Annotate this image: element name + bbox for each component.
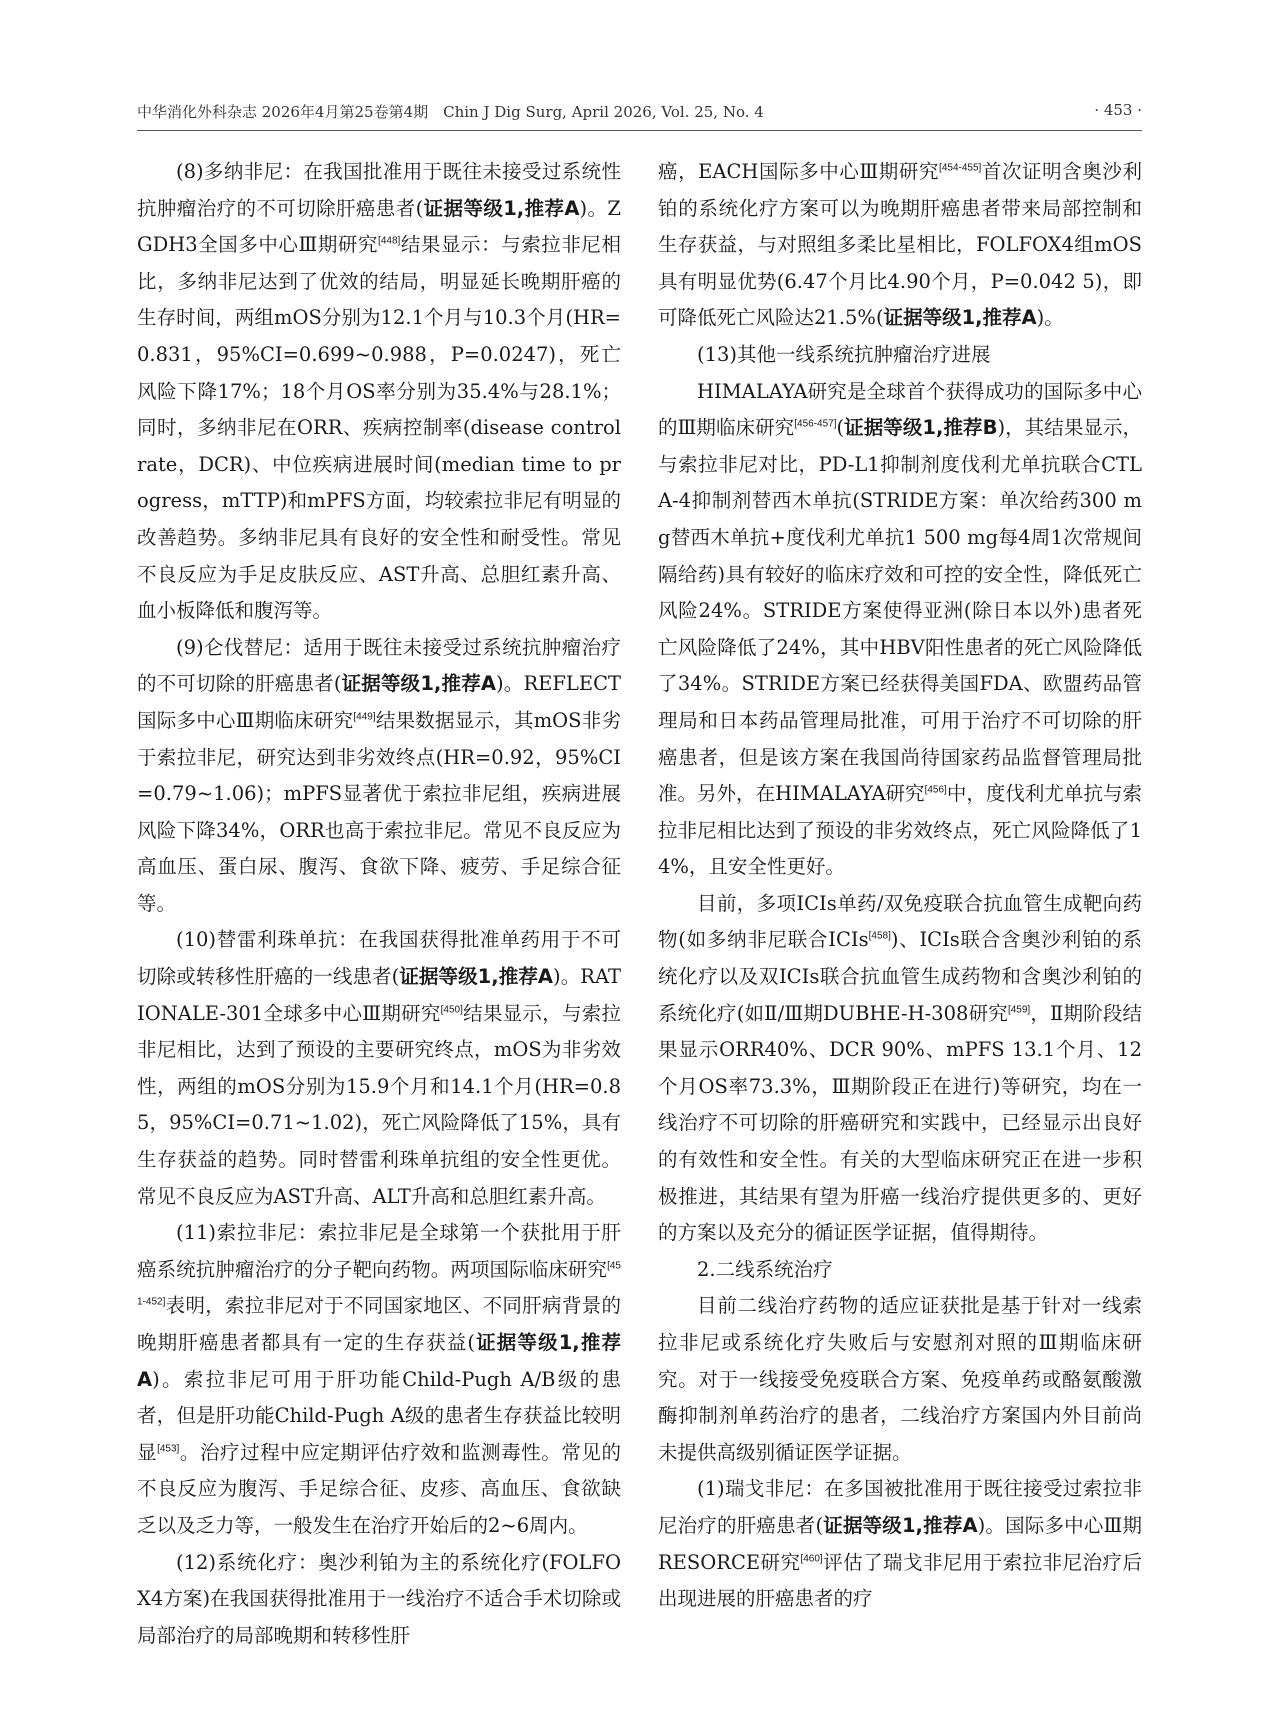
citation-ref: [456-457]: [794, 418, 837, 430]
paragraph: [658, 337, 1142, 374]
citation-ref: [448]: [378, 235, 401, 247]
paragraph-text: (10)替雷利珠单抗：在我国获得批准单药用于不可切除或转移性肝癌的一线患者(: [137, 928, 621, 989]
page-number: · 453 ·: [1094, 101, 1142, 119]
paragraph: [137, 1545, 621, 1655]
paragraph-text: 结果数据显示，其mOS非劣于索拉非尼，研究达到非劣效终点(HR=0.92，95%CI=0.79~1.06)；mPFS显著优于索拉非尼组，疾病进展风险下降34%，ORR也高于索拉非尼。常见不良反应为高血压、蛋白尿、腹泻、食欲下降、疲劳、手足综合征等。: [137, 708, 621, 915]
paragraph-text: )、ICIs联合含奥沙利铂的系统化疗以及双ICIs联合抗血管生成药物和含奥沙利铂的系统化疗(如Ⅱ/Ⅲ期DUBHE-H-308研究: [658, 928, 1142, 1025]
evidence-grade: 证据等级1,推荐A: [399, 965, 554, 989]
paragraph: [658, 154, 1142, 337]
evidence-grade: 证据等级1,推荐A: [341, 672, 496, 696]
paragraph-text: )，其结果显示，与索拉非尼对比，PD-L1抑制剂度伐利尤单抗联合CTLA-4抑制剂替西木单抗(STRIDE方案：单次给药300 mg替西木单抗+度伐利尤单抗1 500 mg每4周1次常规间隔给药)具有较好的临床疗效和可控的安全性，降低死亡风险24%。STRIDE方案使得亚洲(除日本以外)患者死亡风险降低了24%，其中HBV阳性患者的死亡风险降低了34%。STRIDE方案已经获得美国FDA、欧盟药品管理局和日本药品管理局批准，可用于治疗不可切除的肝癌患者，但是该方案在我国尚待国家药品监督管理局批准。另外，在HIMALAYA研究: [658, 416, 1143, 806]
paragraph: [137, 630, 621, 923]
paragraph-text: )。国际多中心Ⅲ期RESORCE研究: [658, 1513, 1142, 1574]
paragraph: [658, 886, 1142, 1252]
paragraph-text: )。索拉非尼可用于肝功能Child-Pugh A/B级的患者，但是肝功能Child-Pugh A级的患者生存获益比较明显: [137, 1367, 621, 1464]
paragraph: [658, 1471, 1142, 1617]
header-divider: [137, 130, 1142, 131]
evidence-grade: 证据等级1,推荐A: [423, 196, 580, 220]
paragraph-text: 结果显示，与索拉非尼相比，达到了预设的主要研究终点，mOS为非劣效性，两组的mOS分别为15.9个月和14.1个月(HR=0.85，95%CI=0.71~1.02)，死亡风险降低了15%，具有生存获益的趋势。同时替雷利珠单抗组的安全性更优。常见不良反应为AST升高、ALT升高和总胆红素升高。: [137, 1001, 621, 1208]
paragraph-text: 癌，EACH国际多中心Ⅲ期研究: [658, 160, 940, 183]
paragraph-text: 中，度伐利尤单抗与索拉非尼相比达到了预设的非劣效终点，死亡风险降低了14%，且安全性更好。: [658, 782, 1142, 879]
left-column: [137, 154, 621, 1654]
paragraph-text: (13)其他一线系统抗肿瘤治疗进展: [697, 342, 991, 366]
running-header: [137, 101, 1142, 129]
paragraph-text: (8)多纳非尼：在我国批准用于既往未接受过系统性抗肿瘤治疗的不可切除肝癌患者(: [137, 160, 621, 220]
paragraph-text: )。: [1036, 306, 1064, 330]
paragraph-text: 。治疗过程中应定期评估疗效和监测毒性。常见的不良反应为腹泻、手足综合征、皮疹、高血压、食欲缺乏以及乏力等，一般发生在治疗开始后的2~6周内。: [137, 1440, 621, 1537]
citation-ref: [459]: [1007, 1004, 1031, 1016]
paragraph-text: (12)系统化疗：奥沙利铂为主的系统化疗(FOLFOX4方案)在我国获得批准用于一线治疗不适合手术切除或局部治疗的局部晚期和转移性肝: [137, 1550, 621, 1647]
paragraph-text: 2.二线系统治疗: [697, 1257, 833, 1281]
evidence-grade: 证据等级1,推荐A: [883, 306, 1037, 330]
paragraph-text: ，Ⅱ期阶段结果显示ORR40%、DCR 90%、mPFS 13.1个月、12个月OS率73.3%，Ⅲ期阶段正在进行)等研究，均在一线治疗不可切除的肝癌研究和实践中，已经显示出良好的有效性和安全性。有关的大型临床研究正在进一步积极推进，其结果有望为肝癌一线治疗提供更多的、更好的方案以及充分的循证医学证据，值得期待。: [658, 1001, 1142, 1245]
citation-ref: [453]: [157, 1443, 180, 1455]
paragraph-text: (1)瑞戈非尼：在多国被批准用于既往接受过索拉非尼治疗的肝癌患者(: [658, 1477, 1142, 1537]
paragraph-text: )。RATIONALE-301全球多中心Ⅲ期研究: [137, 965, 622, 1025]
paragraph-text: 目前二线治疗药物的适应证获批是基于针对一线索拉非尼或系统化疗失败后与安慰剂对照的Ⅲ期临床研究。对于一线接受免疫联合方案、免疫单药或酪氨酸激酶抑制剂单药治疗的患者，二线治疗方案国内外目前尚未提供高级别循证医学证据。: [658, 1294, 1142, 1464]
paragraph: [658, 374, 1142, 886]
paragraph-text: 结果显示：与索拉非尼相比，多纳非尼达到了优效的结局，明显延长晚期肝癌的生存时间，两组mOS分别为12.1个月与10.3个月(HR=0.831，95%CI=0.699~0.988，P=0.0247)，死亡风险下降17%；18个月OS率分别为35.4%与28.1%；同时，多纳非尼在ORR、疾病控制率(disease control rate，DCR)、中位疾病进展时间(median time to progress，mTTP)和mPFS方面，均较索拉非尼有明显的改善趋势。多纳非尼具有良好的安全性和耐受性。常见不良反应为手足皮肤反应、AST升高、总胆红素升高、血小板降低和腹泻等。: [137, 233, 621, 623]
paragraph-text: (11)索拉非尼：索拉非尼是全球第一个获批用于肝癌系统抗肿瘤治疗的分子靶向药物。两项国际临床研究: [137, 1221, 621, 1281]
citation-ref: [460]: [800, 1553, 823, 1565]
paragraph: [658, 1252, 1142, 1289]
paragraph-text: )。ZGDH3全国多中心Ⅲ期研究: [137, 196, 621, 257]
citation-ref: [456]: [924, 784, 947, 796]
paragraph-text: 表明，索拉非尼对于不同国家地区、不同肝病背景的晚期肝癌患者都具有一定的生存获益(: [137, 1294, 621, 1354]
citation-ref: [451-452]: [137, 1260, 621, 1308]
right-column: [658, 154, 1142, 1618]
paragraph: [137, 1215, 621, 1544]
paragraph-text: )。REFLECT国际多中心Ⅲ期临床研究: [137, 672, 621, 732]
journal-citation: 中华消化外科杂志 2026年4月第25卷第4期 Chin J Dig Surg, April 2026, Vol. 25, No. 4: [137, 103, 764, 121]
paragraph-text: 评估了瑞戈非尼用于索拉非尼治疗后出现进展的肝癌患者的疗: [658, 1550, 1142, 1611]
evidence-grade: 证据等级1,推荐A: [823, 1513, 978, 1537]
paragraph-text: HIMALAYA研究是全球首个获得成功的国际多中心的Ⅲ期临床研究: [658, 379, 1142, 440]
evidence-grade: 证据等级1,推荐B: [844, 416, 998, 440]
paragraph: [137, 922, 621, 1215]
evidence-grade: 证据等级1,推荐A: [137, 1331, 621, 1391]
paragraph-text: (: [836, 416, 845, 440]
paragraph-text: (9)仑伐替尼：适用于既往未接受过系统抗肿瘤治疗的不可切除的肝癌患者(: [137, 635, 621, 696]
paragraph: [137, 154, 621, 630]
citation-ref: [458]: [868, 930, 891, 942]
paragraph-text: 首次证明含奥沙利铂的系统化疗方案可以为晚期肝癌患者带来局部控制和生存获益，与对照组多柔比星相比，FOLFOX4组mOS具有明显优势(6.47个月比4.90个月，P=0.042 5)，即可降低死亡风险达21.5%(: [658, 160, 1142, 330]
citation-ref: [454-455]: [939, 162, 982, 174]
citation-ref: [450]: [440, 1004, 463, 1016]
citation-ref: [449]: [353, 711, 376, 723]
paragraph: [658, 1288, 1142, 1471]
paragraph-text: 目前，多项ICIs单药/双免疫联合抗血管生成靶向药物(如多纳非尼联合ICIs: [658, 891, 1142, 952]
